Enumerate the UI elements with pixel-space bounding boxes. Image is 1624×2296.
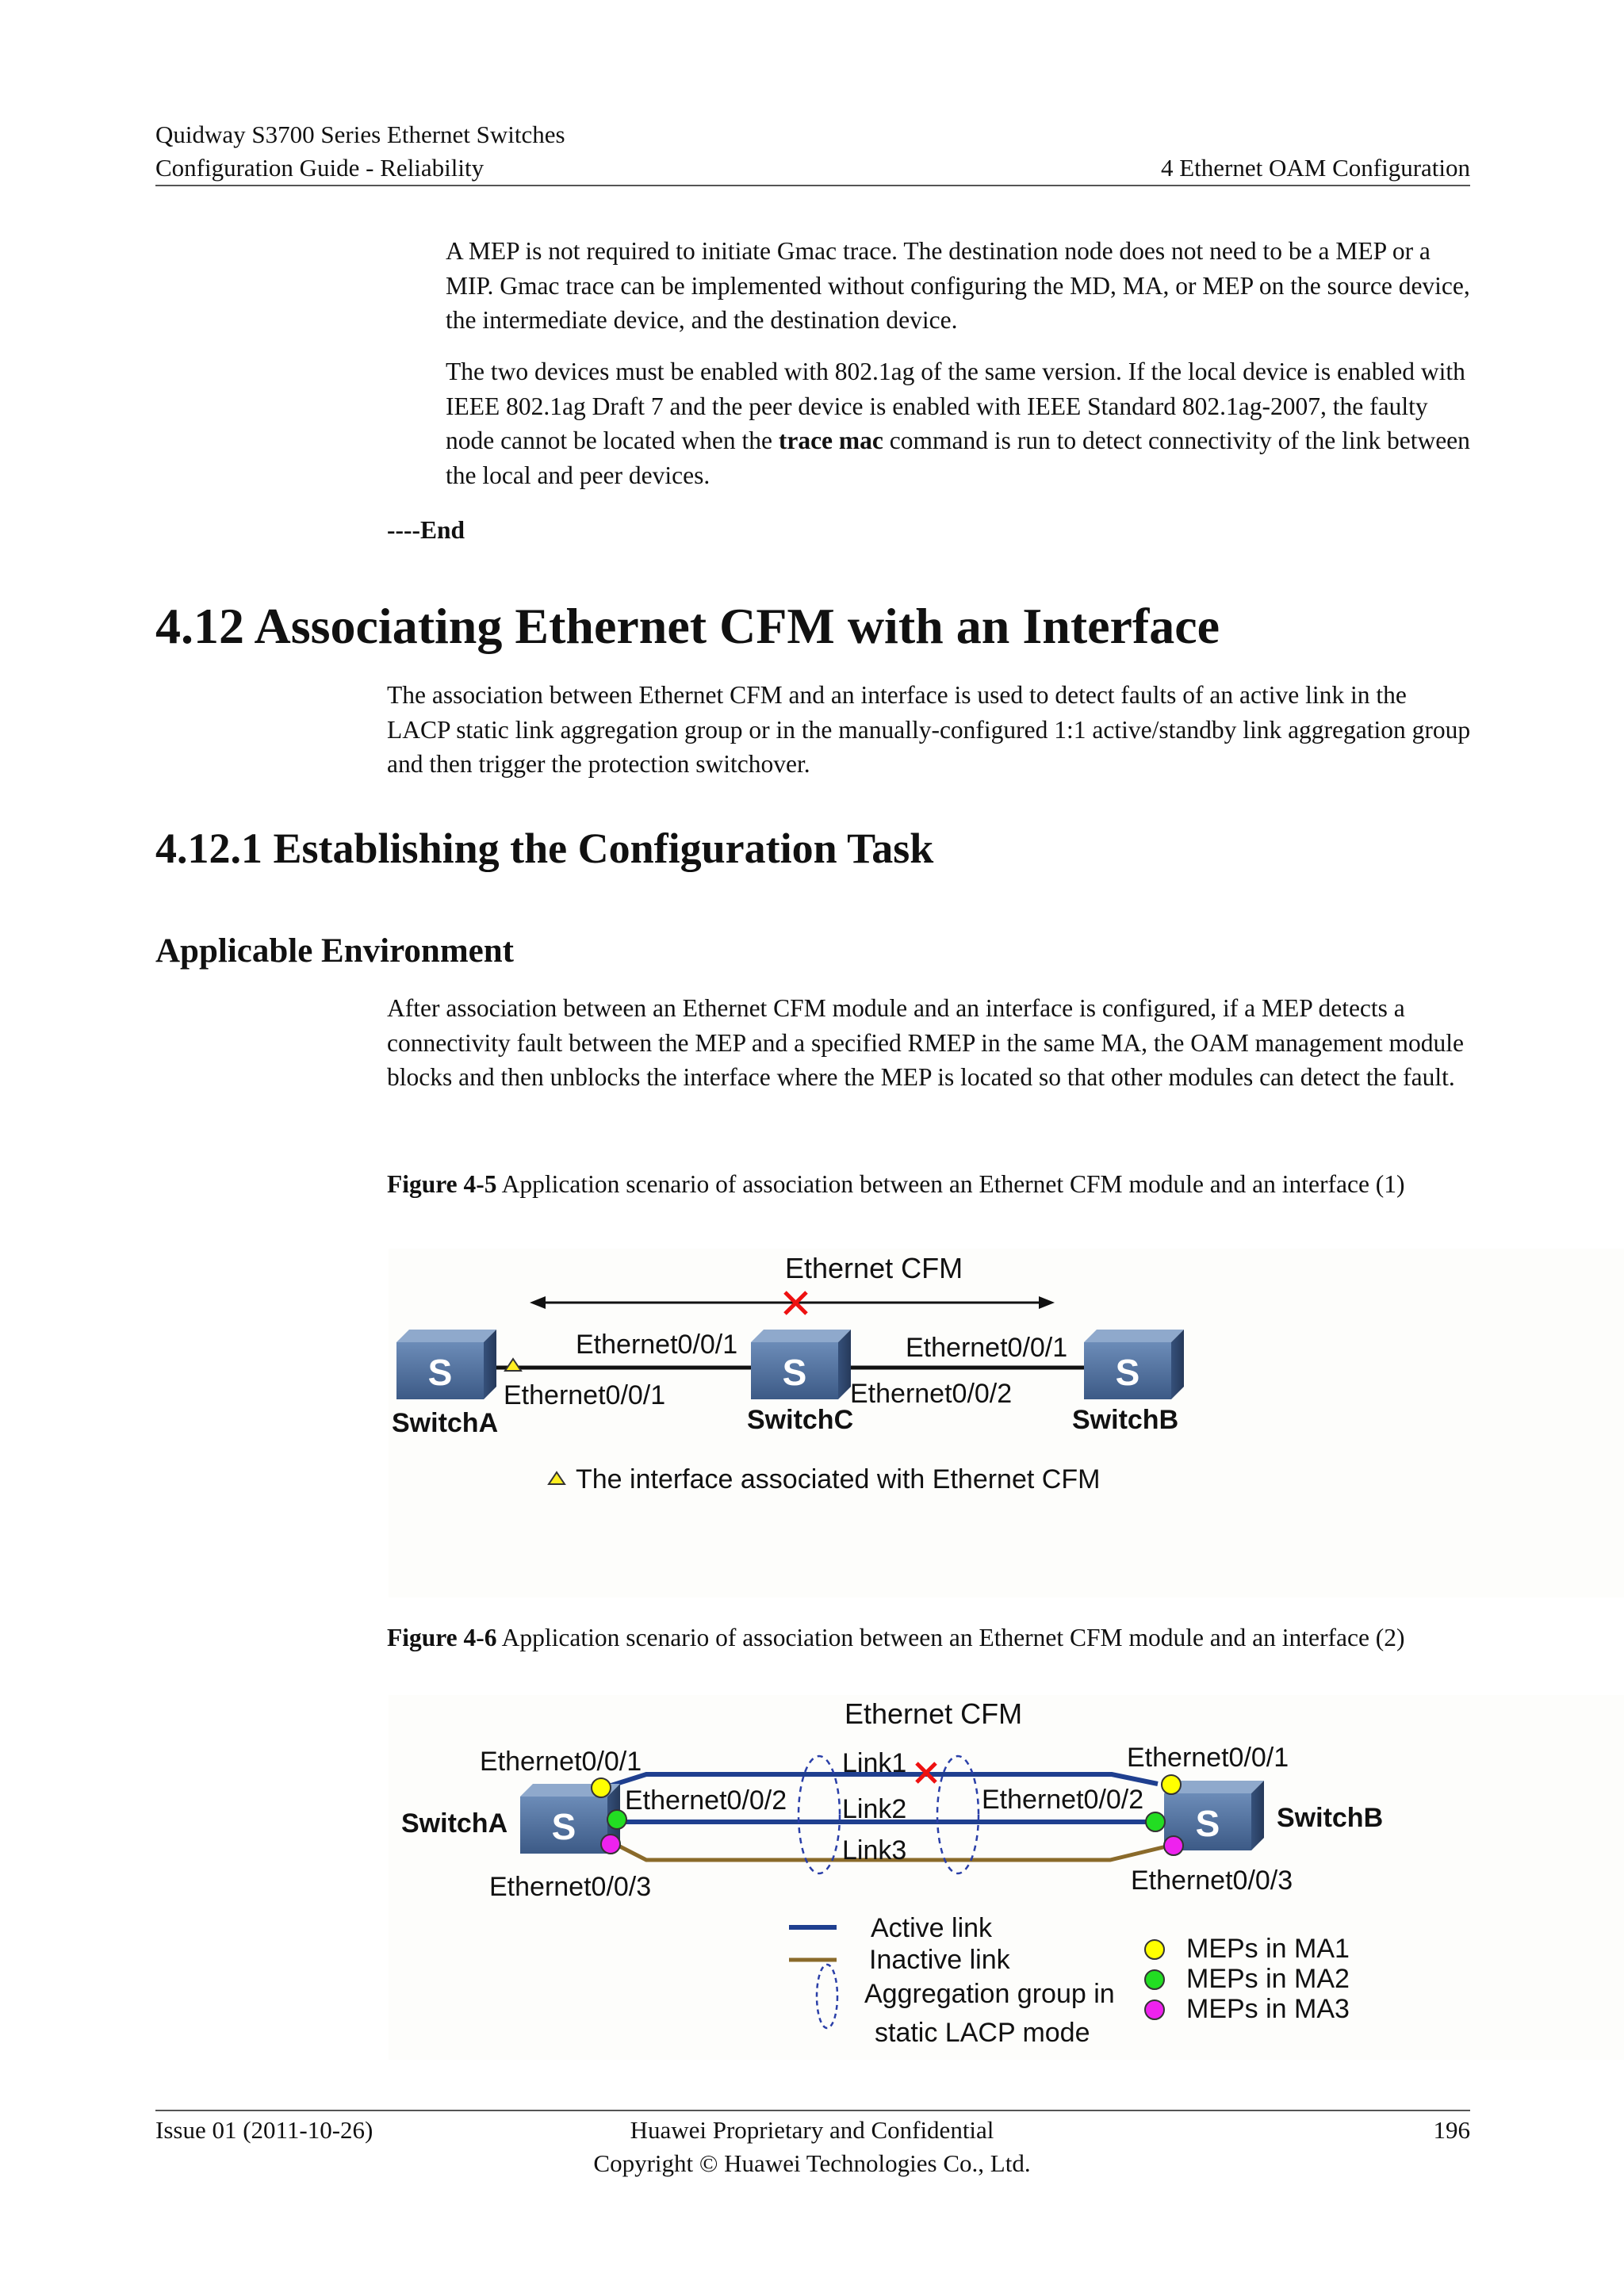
fig6-legend-ma2: MEPs in MA2 <box>1186 1964 1350 1994</box>
header-guide: Configuration Guide - Reliability <box>155 154 485 182</box>
fig5-switch-c-glyph: S <box>782 1352 807 1393</box>
section-title: 4.12 Associating Ethernet CFM with an Interface <box>155 598 1220 654</box>
fig6-link3-label: Link3 <box>842 1835 907 1866</box>
fig5-switch-a-label: SwitchA <box>392 1408 499 1438</box>
fig5-c-port-left: Ethernet0/0/1 <box>576 1330 738 1360</box>
fig6-a-mep-ma1 <box>592 1778 611 1797</box>
fig6-cfm-label: Ethernet CFM <box>845 1697 1023 1730</box>
subsection-title: 4.12.1 Establishing the Configuration Task <box>155 825 934 872</box>
fig6-legend-ma1: MEPs in MA1 <box>1186 1934 1350 1964</box>
fig5-legend-text: The interface associated with Ethernet CFM <box>576 1464 1101 1494</box>
figure-5-caption-text: Application scenario of association between an Ethernet CFM module and an interface (1) <box>496 1170 1405 1198</box>
footer-page-number: 196 <box>1433 2116 1470 2144</box>
figure-5-caption <box>387 1167 1473 1202</box>
fig5-c-port-right: Ethernet0/0/2 <box>850 1379 1013 1409</box>
fig6-legend-active: Active link <box>871 1913 993 1943</box>
figure-6-diagram <box>389 1695 1624 2060</box>
fig6-legend-ma1-dot <box>1145 1940 1164 1959</box>
footer-rule <box>155 2110 1470 2111</box>
fig6-a-mep-ma2 <box>607 1810 626 1829</box>
fig5-arrow-left-head <box>530 1296 546 1309</box>
header-rule <box>155 185 1470 186</box>
fig6-switch-b-glyph: S <box>1195 1803 1220 1844</box>
applicable-body: After association between an Ethernet CFM module and an interface is configured, if a MEP detects a connectivity fault between the MEP and a specified RMEP in the same MA, the OAM management module blocks and then unblocks the interface where the MEP is located so that other modules can detect the fault. <box>387 994 1464 1091</box>
fig6-link2-label: Link2 <box>842 1794 907 1824</box>
figure-5-diagram <box>389 1249 1624 1598</box>
trace-mac-command: trace mac <box>778 427 883 454</box>
figure-6-caption-text: Application scenario of association between an Ethernet CFM module and an interface (2) <box>496 1624 1405 1651</box>
applicable-title: Applicable Environment <box>155 932 514 970</box>
fig5-switch-b-glyph: S <box>1115 1352 1140 1393</box>
fig6-legend-ma2-dot <box>1145 1970 1164 1989</box>
fig6-b-mep-ma1 <box>1162 1775 1181 1794</box>
fig6-switch-a-glyph: S <box>551 1806 576 1847</box>
footer-issue: Issue 01 (2011-10-26) <box>155 2116 373 2144</box>
fig6-b-mep-ma3 <box>1164 1836 1183 1855</box>
fig6-switch-a-label: SwitchA <box>401 1808 508 1839</box>
fig6-link1-label: Link1 <box>842 1748 907 1778</box>
fig6-legend-inactive: Inactive link <box>869 1945 1010 1975</box>
fig6-legend-agg-swatch <box>817 1965 837 2028</box>
fig6-a-port1: Ethernet0/0/1 <box>480 1747 642 1777</box>
fig5-switch-c-icon <box>751 1330 851 1399</box>
fig6-b-port3: Ethernet0/0/3 <box>1131 1866 1293 1896</box>
fig5-cfm-label: Ethernet CFM <box>785 1252 963 1284</box>
header-chapter: 4 Ethernet OAM Configuration <box>1160 154 1470 182</box>
fig6-a-port3: Ethernet0/0/3 <box>489 1872 652 1902</box>
footer-copyright: Copyright © Huawei Technologies Co., Ltd. <box>593 2149 1031 2177</box>
fig5-legend-marker-icon <box>549 1472 565 1484</box>
figure-5-label: Figure 4-5 <box>387 1170 497 1198</box>
intro-p2-start: The two devices must be enabled with 802.1ag of the same version. If the local device is enabled with IEEE 802.1ag Draft 7 and the peer device is enabled with IEEE Standard 802.1ag-2007, the faulty node cannot be located when the <box>446 358 1465 454</box>
fig6-b-port2: Ethernet0/0/2 <box>982 1785 1144 1815</box>
fig5-switch-c-label: SwitchC <box>747 1405 854 1435</box>
fig5-b-port: Ethernet0/0/1 <box>906 1333 1068 1363</box>
fig6-a-mep-ma3 <box>601 1835 620 1854</box>
intro-paragraph-1: A MEP is not required to initiate Gmac trace. The destination node does not need to be a MEP or a MIP. Gmac trace can be implemented without configuring the MD, MA, or MEP on the source device, the intermediate device, and the destination device. <box>446 237 1470 334</box>
fig6-legend-agg-line1: Aggregation group in <box>864 1979 1115 2009</box>
section-body: The association between Ethernet CFM and an interface is used to detect faults of an active link in the LACP static link aggregation group or in the manually-configured 1:1 active/standby link aggregation group and then trigger the protection switchover. <box>387 681 1471 778</box>
header-product: Quidway S3700 Series Ethernet Switches <box>155 121 565 148</box>
fig5-switch-a-glyph: S <box>427 1352 453 1393</box>
figure-6-label: Figure 4-6 <box>387 1624 497 1651</box>
fig5-switch-a-icon <box>396 1330 496 1399</box>
figure-6-caption <box>387 1621 1473 1655</box>
fig5-arrow-right-head <box>1039 1296 1055 1309</box>
fig6-legend-ma3-dot <box>1145 2000 1164 2019</box>
intro-paragraph-2 <box>446 354 1473 492</box>
fig6-a-port2: Ethernet0/0/2 <box>625 1785 787 1816</box>
end-marker: ----End <box>387 516 465 544</box>
footer-confidential: Huawei Proprietary and Confidential <box>630 2116 994 2144</box>
intro-p2-end: command is run to detect connectivity of the link between the local and peer devices. <box>446 427 1470 489</box>
fig6-b-mep-ma2 <box>1146 1812 1165 1831</box>
fig5-a-port: Ethernet0/0/1 <box>504 1380 666 1410</box>
fig5-switch-b-label: SwitchB <box>1072 1405 1179 1435</box>
fig5-switch-b-icon <box>1084 1330 1184 1399</box>
fig6-switch-b-label: SwitchB <box>1277 1803 1384 1833</box>
fig5-associated-interface-icon <box>505 1359 521 1371</box>
fig6-b-port1: Ethernet0/0/1 <box>1127 1743 1289 1773</box>
fig6-legend-ma3: MEPs in MA3 <box>1186 1994 1350 2024</box>
fig6-legend-agg-line2: static LACP mode <box>875 2018 1090 2048</box>
